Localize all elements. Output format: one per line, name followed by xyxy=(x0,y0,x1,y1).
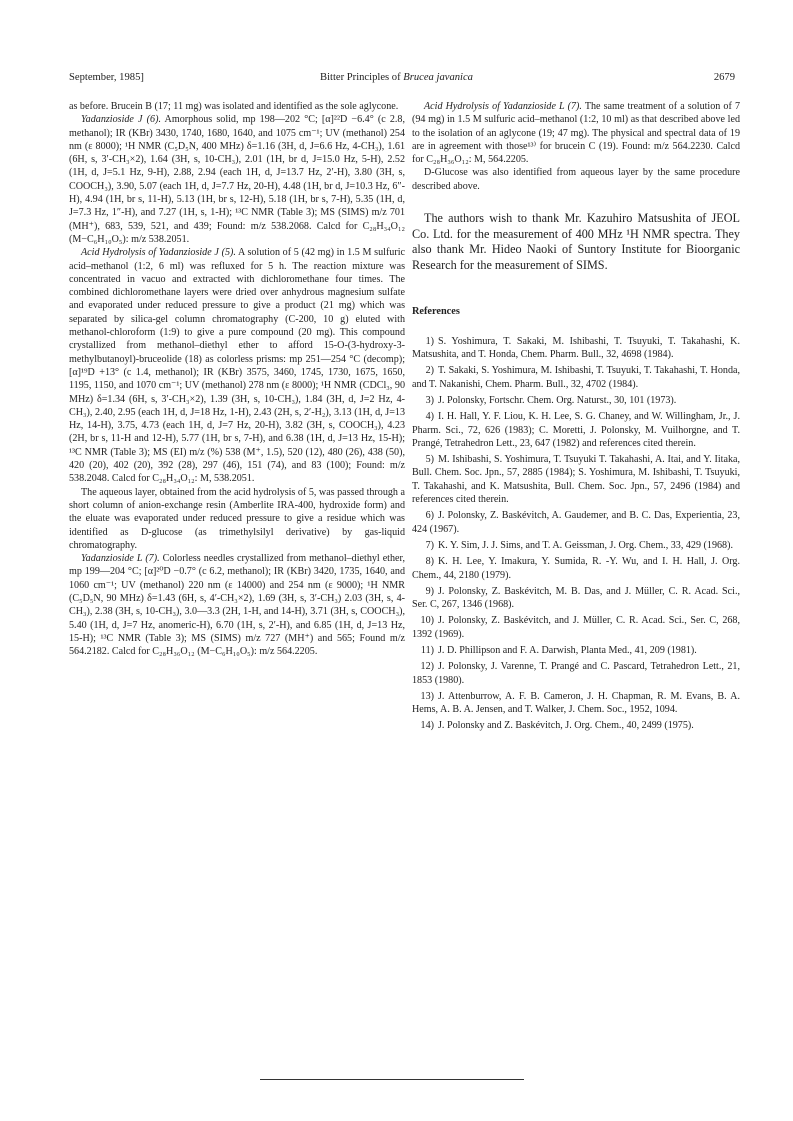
reference-item xyxy=(412,335,740,362)
reference-text: J. Polonsky, Fortschr. Chem. Org. Naturst., 30, 101 (1973). xyxy=(438,394,677,406)
reference-item xyxy=(412,539,740,552)
reference-number: 4) xyxy=(425,411,434,423)
reference-text: J. Polonsky, Z. Baskévitch, and J. Müller, C. R. Acad. Sci., Ser. C, 268, 1392 (1969). xyxy=(412,615,740,640)
paragraph-aqueous-layer: The aqueous layer, obtained from the acid hydrolysis of 5, was passed through a short column of anion-exchange resin (Amberlite IRA-400, hydroxide form) and the eluate was evaporated under reduced pressure to give a residue which was identified as D-glucose (as trimethylsilyl derivative) by gas-liquid chromatography. xyxy=(69,486,405,551)
paragraph-acid-hydrolysis-l xyxy=(412,100,740,166)
references-list xyxy=(412,335,740,733)
reference-number: 13) xyxy=(420,690,434,702)
section-heading: Acid Hydrolysis of Yadanzioside J (5). xyxy=(81,247,236,259)
left-column xyxy=(69,100,405,658)
reference-text: K. H. Lee, Y. Imakura, Y. Sumida, R. -Y. Wu, and I. H. Hall, J. Org. Chem., 44, 2180 (1979). xyxy=(412,556,740,581)
reference-text: J. Polonsky, Z. Baskévitch, A. Gaudemer, and B. C. Das, Experientia, 23, 424 (1967). xyxy=(412,510,740,535)
reference-item xyxy=(412,585,740,612)
reference-item xyxy=(412,690,740,717)
reference-number: 10) xyxy=(420,615,434,627)
references-heading: References xyxy=(412,306,460,318)
reference-text: J. Polonsky, J. Varenne, T. Prangé and C. Pascard, Tetrahedron Lett., 21, 1853 (1980). xyxy=(412,661,740,686)
reference-number: 3) xyxy=(425,394,434,406)
acknowledgment: The authors wish to thank Mr. Kazuhiro Matsushita of JEOL Co. Ltd. for the measurement of 400 MHz ¹H NMR spectra. They also thank Mr. Hideo Naoki of Suntory Institute for Bioorganic Research for the measurement of SIMS. xyxy=(412,211,740,272)
reference-text: J. Polonsky, Z. Baskévitch, M. B. Das, and J. Müller, C. R. Acad. Sci., Ser. C, 267, 1346 (1968). xyxy=(412,585,740,611)
reference-item xyxy=(412,719,740,732)
reference-text: K. Y. Sim, J. J. Sims, and T. A. Geissman, J. Org. Chem., 33, 429 (1968). xyxy=(438,539,733,551)
reference-text: I. H. Hall, Y. F. Liou, K. H. Lee, S. G. Chaney, and W. Willingham, Jr., J. Pharm. Sci., 72, 626 (1983); C. Moretti, J. Polonsky, M. Vuilhorgne, and T. Prangé, Tetrahedron Lett., 23, 647 (1982) and references cited therein. xyxy=(412,411,740,449)
reference-text: T. Sakaki, S. Yoshimura, M. Ishibashi, T. Tsuyuki, T. Takahashi, T. Honda, and T. Nakanishi, Chem. Pharm. Bull., 32, 4702 (1984). xyxy=(412,365,740,390)
paragraph-body: The same treatment of a solution of 7 (94 mg) in 1.5 M sulfuric acid–methanol (1:2, 10 ml) as that described above led to the isolation of an aglycone (19; 47 mg). The physical and spectral data of 19 are in agreement with those¹³⁾ for brucein C (19). Found: m/z 564.2230. Calcd for C₂₈H₃₆O₁₂: M, 564.2205. xyxy=(412,101,740,166)
reference-item xyxy=(412,644,740,657)
paragraph-body: Colorless needles crystallized from methanol–diethyl ether, mp 199—204 °C; [α]²⁰D −0.7° (c 6.2, methanol); IR (KBr) 3420, 1735, 1640, and 1060 cm⁻¹; UV (methanol) 220 nm (ε 14000) and 254 nm (ε 9000); ¹H NMR (C₅D₅N, 90 MHz) δ=1.43 (6H, s, 4′-CH₃×2), 1.69 (3H, s, 3′-CH₃) 2.03 (3H, s, 4-CH₃), 2.38 (3H, s, 10-CH₃), 3.0—3.3 (2H, 1-H, and 14-H), 3.71 (3H, s, COOCH₃), 5.40 (1H, d, J=7 Hz, anomeric-H), 6.70 (1H, s, 2′-H), and 6.85 (1H, d, J=13 Hz, 15-H); ¹³C NMR (Table 3); MS (SIMS) m/z 727 (MH⁺) and 565; Found m/z 564.2182. Calcd for C₂₈H₃₆O₁₂ (M−C₆H₁₀O₅): m/z 564.2205. xyxy=(69,553,405,658)
header-title-prefix: Bitter Principles of xyxy=(320,72,404,83)
reference-number: 9) xyxy=(425,585,434,597)
paragraph-yadanzioside-j xyxy=(69,113,405,246)
header-title-italic: Brucea javanica xyxy=(403,72,473,83)
reference-item xyxy=(412,410,740,450)
reference-item xyxy=(412,364,740,391)
reference-item xyxy=(412,453,740,506)
reference-item xyxy=(412,509,740,536)
reference-text: M. Ishibashi, S. Yoshimura, T. Tsuyuki T. Takahashi, A. Itai, and Y. Iitaka, Bull. Chem. Soc. Jpn., 57, 2885 (1984); S. Yoshimura, M. Ishibashi, T. Tsuyuki, T. Takahashi, and K. Matsushita, Bull. Chem. Soc. Jpn., 57, 2496 (1984) and references cited therein. xyxy=(412,454,740,506)
reference-number: 5) xyxy=(425,454,434,466)
reference-number: 7) xyxy=(425,539,434,551)
reference-number: 14) xyxy=(420,720,434,732)
header-title xyxy=(0,72,793,83)
reference-text: S. Yoshimura, T. Sakaki, M. Ishibashi, T. Tsuyuki, T. Takahashi, K. Matsushita, and T. Honda, Chem. Pharm. Bull., 32, 4698 (1984). xyxy=(412,335,740,361)
reference-number: 11) xyxy=(420,644,434,656)
header-page-number: 2679 xyxy=(713,72,735,83)
reference-number: 8) xyxy=(425,556,434,568)
paragraph-yadanzioside-l xyxy=(69,552,405,658)
reference-item xyxy=(412,614,740,641)
section-heading: Yadanzioside J (6). xyxy=(81,114,161,126)
section-heading: Acid Hydrolysis of Yadanzioside L (7). xyxy=(424,101,582,112)
reference-number: 1) xyxy=(425,335,434,347)
paragraph-body: A solution of 5 (42 mg) in 1.5 M sulfuric acid–methanol (1:2, 6 ml) was refluxed for 5 h. The reaction mixture was concentrated in vacuo and extracted with dichloromethane four times. The combined dichloromethane layers were dried over anhydrous magnesium sulfate and evaporated under reduced pressure to give a product (21 mg) which was separated by silica-gel column chromatography (C-200, 10 g) eluted with methanol-chloroform (1:9) to give a pure compound (20 mg). This compound crystallized from methanol–diethyl ether to afford 15-O-(3-hydroxy-3-methylbutanoyl)-bruceolide (18) as colorless prisms: mp 251—254 °C (decomp); [α]¹⁹D +13° (c 1.4, methanol); IR (KBr) 3575, 3460, 1745, 1730, 1675, 1650, 1195, 1150, and 1070 cm⁻¹; UV (methanol) 278 nm (ε 8000); ¹H NMR (CDCl₃, 90 MHz) δ=1.34 (6H, s, 3′-CH₃×2), 1.39 (3H, s, 10-CH₃), 1.84 (3H, d, J=2 Hz, 4-CH₃), 2.40, 2.95 (each 1H, d, J=18 Hz, 1-H), 2.43 (2H, s, 2′-H₂), 3.13 (1H, d, J=13 Hz, 14-H), 3.75, 4.73 (each 1H, d, J=7 Hz, 20-H), 3.82 (3H, s, COOCH₃), 4.23 (2H, br s, 11-H and 12-H), 5.77 (1H, br s, 7-H), and 6.38 (1H, d, J=13 Hz, 15-H); ¹³C NMR (Table 3); MS (EI) m/z (%) 538 (M⁺, 1.5), 520 (12), 480 (26), 438 (50), 420 (20), 402 (20), 392 (28), 297 (46), 151 (74), and 83 (100); Found: m/z 538.2048. Calcd for C₂₈H₃₄O₁₂: M, 538.2051. xyxy=(69,247,406,485)
reference-item xyxy=(412,394,740,407)
right-column xyxy=(412,100,740,736)
reference-number: 6) xyxy=(425,510,434,522)
paragraph-glucose: D-Glucose was also identified from aqueous layer by the same procedure described above. xyxy=(412,167,740,192)
reference-item xyxy=(412,555,740,582)
section-heading: Yadanzioside L (7). xyxy=(81,553,160,565)
paragraph-continuation: as before. Brucein B (17; 11 mg) was isolated and identified as the sole aglycone. xyxy=(69,101,399,112)
paragraph-body: Amorphous solid, mp 198—202 °C; [α]²²D −6.4° (c 2.8, methanol); IR (KBr) 3430, 1740, 1680, 1640, and 1075 cm⁻¹; UV (methanol) 254 nm (ε 8000); ¹H NMR (C₅D₅N, 400 MHz) δ=1.16 (3H, d, J=6.6 Hz, 4-CH₃), 1.61 (6H, s, 3′-CH₃×2), 1.64 (3H, s, 10-CH₃), 2.01 (1H, br d, J=15.0 Hz, 5-H), 2.52 (1H, d, J=5.1 Hz, 9-H), 2.88, 2.94 (each 1H, d, J=13.7 Hz, 2′-H), 3.80 (3H, s, COOCH₃), 3.90, 5.07 (each 1H, d, J=7.7 Hz, 20-H), 4.48 (1H, br d, J=10.3 Hz, 6″-H), 4.94 (1H, br s, 11-H), 5.13 (1H, br s, 12-H), 5.18 (1H, br s, 7-H), 5.35 (1H, d, J=7.3 Hz, 1″-H), and 7.27 (1H, s, 1-H); ¹³C NMR (Table 3); MS (SIMS) m/z 701 (MH⁺), 683, 539, 521, and 439; Found: m/z 538.2068. Calcd for C₂₈H₃₄O₁₂ (M−C₆H₁₀O₅): m/z 538.2051. xyxy=(69,114,406,245)
reference-number: 12) xyxy=(420,661,434,673)
reference-text: J. Attenburrow, A. F. B. Cameron, J. H. Chapman, R. M. Evans, B. A. Hems, A. B. A. Jensen, and T. Walker, J. Chem. Soc., 1952, 1094. xyxy=(412,690,740,716)
reference-number: 2) xyxy=(425,365,434,377)
paragraph-acid-hydrolysis-j xyxy=(69,246,405,485)
header-date: September, 1985] xyxy=(69,72,144,83)
footer-rule xyxy=(260,1079,524,1080)
reference-item xyxy=(412,660,740,687)
reference-text: J. Polonsky and Z. Baskévitch, J. Org. Chem., 40, 2499 (1975). xyxy=(438,720,694,732)
reference-text: J. D. Phillipson and F. A. Darwish, Planta Med., 41, 209 (1981). xyxy=(438,644,697,656)
